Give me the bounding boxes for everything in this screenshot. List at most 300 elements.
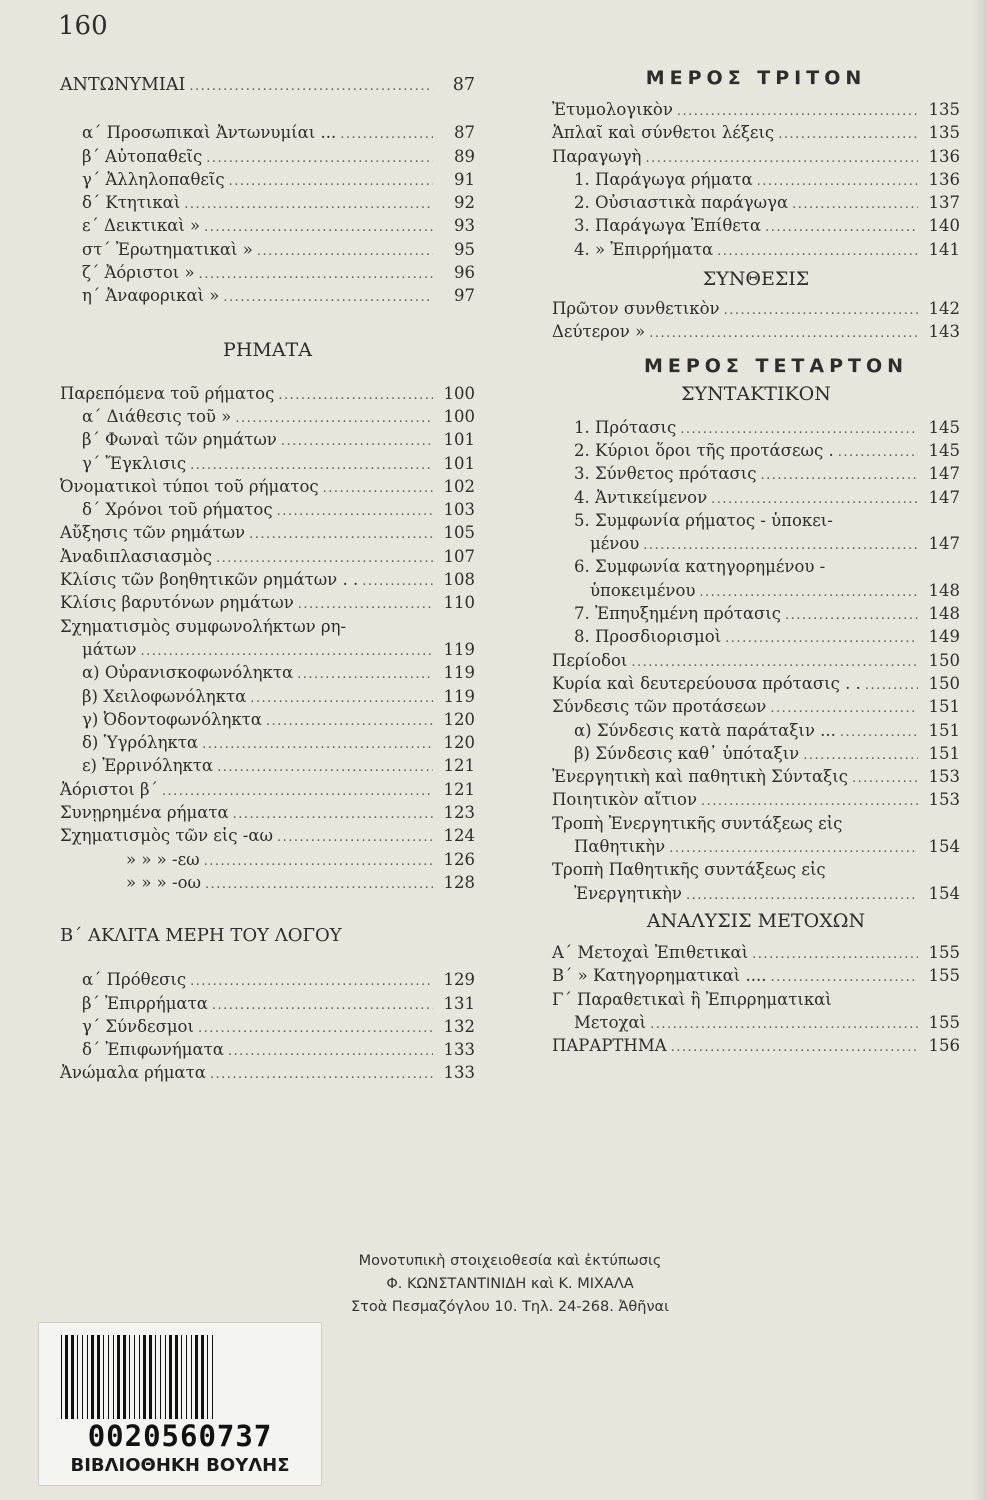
barcode-bar xyxy=(117,1335,120,1419)
dot-leader xyxy=(788,193,918,216)
toc-entry-label: Ἀναδιπλασιασμὸς xyxy=(60,546,212,566)
barcode-bar xyxy=(61,1335,62,1419)
barcode-bar xyxy=(97,1335,100,1419)
toc-entry-page: 154 xyxy=(928,837,960,857)
toc-entry[interactable] xyxy=(60,1061,475,1084)
toc-entry[interactable] xyxy=(60,778,475,801)
dot-leader xyxy=(753,170,918,193)
toc-entry[interactable] xyxy=(552,858,960,881)
toc-entry-page: 136 xyxy=(928,169,960,189)
toc-entry-label: Κλίσις τῶν βοηθητικῶν ρημάτων . . xyxy=(60,570,359,590)
toc-entry[interactable] xyxy=(552,964,960,987)
toc-entry-label: Σύνδεσις τῶν προτάσεων xyxy=(552,697,767,717)
toc-entry-label: α΄ Διάθεσις τοῦ » xyxy=(82,406,232,426)
toc-entry-page: 100 xyxy=(443,406,475,426)
toc-entry[interactable] xyxy=(552,941,960,964)
toc-entry-label: μένου xyxy=(590,534,640,554)
toc-entry[interactable] xyxy=(552,625,960,648)
toc-entry[interactable] xyxy=(552,719,960,742)
dot-leader xyxy=(641,147,918,170)
toc-entry[interactable] xyxy=(60,382,475,405)
toc-entry-page: 131 xyxy=(443,993,475,1013)
dot-leader xyxy=(208,994,433,1017)
toc-entry[interactable] xyxy=(552,788,960,811)
toc-entry-page: 95 xyxy=(454,239,475,259)
dot-leader xyxy=(294,593,433,616)
barcode-bar xyxy=(139,1335,140,1419)
dot-leader xyxy=(136,640,433,663)
toc-entry-label: α) Σύνδεσις κατὰ παράταξιν ... xyxy=(574,720,836,740)
toc-entry-page: 107 xyxy=(443,546,475,566)
toc-entry[interactable] xyxy=(60,145,475,168)
toc-entry-label: 4. » Ἐπιρρήματα xyxy=(574,239,714,259)
dot-leader xyxy=(756,464,918,487)
toc-entry[interactable] xyxy=(552,214,960,237)
toc-entry-label: ὑποκειμένου xyxy=(590,580,696,600)
dot-leader xyxy=(707,488,918,511)
dot-leader xyxy=(834,441,918,464)
imprint-line-3: Στοὰ Πεσμαζόγλου 10. Τηλ. 24-268. Ἀθῆναι xyxy=(350,1299,670,1315)
toc-entry-label: β΄ Αὐτοπαθεῖς xyxy=(82,146,203,166)
barcode-bar xyxy=(103,1335,104,1419)
toc-entry[interactable] xyxy=(552,168,960,191)
toc-entry-label: μάτων xyxy=(82,639,137,659)
dot-leader xyxy=(673,100,918,123)
dot-leader xyxy=(861,674,918,697)
dot-leader xyxy=(186,970,433,993)
toc-entry[interactable] xyxy=(552,191,960,214)
toc-entry[interactable] xyxy=(60,191,475,214)
dot-leader xyxy=(262,710,433,733)
barcode-bar xyxy=(155,1335,156,1419)
toc-entry-label: Μετοχαὶ xyxy=(574,1012,647,1032)
toc-entry[interactable] xyxy=(552,486,960,509)
barcode-bar xyxy=(160,1335,161,1419)
toc-entry-page: 155 xyxy=(928,966,960,986)
barcode-bar xyxy=(181,1335,182,1419)
toc-entry-label: β) Σύνδεσις καθ᾿ ὑπόταξιν xyxy=(574,743,800,763)
toc-entry[interactable] xyxy=(60,824,475,847)
toc-entry-label: » » » -οω xyxy=(126,872,201,892)
barcode-bar xyxy=(207,1335,208,1419)
toc-entry-page: 87 xyxy=(454,123,475,143)
toc-entry-label: 8. Προσδιορισμοὶ xyxy=(574,627,722,647)
toc-entry-page: 91 xyxy=(454,169,475,189)
library-name: ΒΙΒΛΙΟΘΗΚΗ ΒΟΥΛΗΣ xyxy=(70,1455,290,1476)
dot-leader xyxy=(198,733,433,756)
toc-entry-page: 101 xyxy=(443,430,475,450)
toc-entry-label: Γ΄ Παραθετικαὶ ἢ Ἐπιρρηματικαὶ xyxy=(552,989,832,1009)
barcode-bar xyxy=(129,1335,130,1419)
toc-entry[interactable] xyxy=(552,1034,960,1057)
dot-leader xyxy=(212,547,433,570)
toc-entry-label: Περίοδοι xyxy=(552,650,628,670)
toc-entry[interactable] xyxy=(552,649,960,672)
toc-entry[interactable] xyxy=(60,708,475,731)
toc-entry[interactable] xyxy=(552,320,960,343)
barcode-bar xyxy=(143,1335,146,1419)
toc-entry[interactable] xyxy=(552,812,960,835)
dot-leader xyxy=(358,570,433,593)
toc-entry-page: 119 xyxy=(443,663,475,683)
toc-entry-page: 141 xyxy=(928,239,960,259)
toc-entry-page: 119 xyxy=(443,639,475,659)
toc-entry[interactable] xyxy=(552,742,960,765)
toc-entry-page: 145 xyxy=(928,440,960,460)
toc-entry[interactable] xyxy=(60,1038,475,1061)
dot-leader xyxy=(836,721,918,744)
dot-leader xyxy=(667,1036,918,1059)
toc-entry-page: 153 xyxy=(928,767,960,787)
dot-leader xyxy=(273,500,433,523)
toc-left-column xyxy=(60,74,475,1085)
toc-entry-page: 102 xyxy=(443,476,475,496)
section-heading-akliita: Β΄ ΑΚΛΙΤΑ ΜΕΡΗ ΤΟΥ ΛΟΓΟΥ xyxy=(60,925,342,947)
barcode-bar xyxy=(175,1335,178,1419)
toc-entry-page: 151 xyxy=(928,743,960,763)
toc-entry-page: 105 xyxy=(443,523,475,543)
toc-entry-page: 123 xyxy=(443,803,475,823)
toc-entry-label: 1. Παράγωγα ρήματα xyxy=(574,169,753,189)
toc-entry[interactable] xyxy=(60,731,475,754)
toc-entry[interactable] xyxy=(552,602,960,625)
toc-entry[interactable] xyxy=(552,238,960,261)
toc-entry[interactable] xyxy=(552,416,960,439)
toc-entry-label: Ἐνεργητικὴ καὶ παθητικὴ Σύνταξις xyxy=(552,767,848,787)
toc-entry-label: β΄ Φωναὶ τῶν ρημάτων xyxy=(82,430,277,450)
toc-entry-page: 155 xyxy=(928,942,960,962)
toc-entry[interactable] xyxy=(552,579,960,602)
toc-entry-page: 147 xyxy=(928,534,960,554)
toc-entry[interactable] xyxy=(552,145,960,168)
dot-leader xyxy=(231,407,433,430)
dot-leader xyxy=(273,826,433,849)
toc-entry-label: Αὔξησις τῶν ρημάτων xyxy=(60,523,246,543)
toc-entry[interactable] xyxy=(60,284,475,307)
toc-entry[interactable] xyxy=(60,214,475,237)
toc-entry[interactable] xyxy=(552,532,960,555)
toc-entry[interactable] xyxy=(60,992,475,1015)
toc-entry[interactable] xyxy=(552,835,960,858)
toc-entry-page: 108 xyxy=(443,570,475,590)
toc-entry-page: 121 xyxy=(443,756,475,776)
toc-entry-page: 120 xyxy=(443,733,475,753)
toc-entry-label: δ΄ Ἐπιφωνήματα xyxy=(82,1040,224,1060)
toc-entry-label: Ἐνεργητικὴν xyxy=(574,883,682,903)
dot-leader xyxy=(761,216,918,239)
toc-entry-page: 147 xyxy=(928,487,960,507)
toc-entry[interactable] xyxy=(552,882,960,905)
dot-leader xyxy=(720,299,918,322)
toc-entry-page: 120 xyxy=(443,709,475,729)
toc-entry[interactable] xyxy=(60,801,475,824)
toc-entry-page: 89 xyxy=(454,146,475,166)
dot-leader xyxy=(799,744,918,767)
toc-entry-page: 133 xyxy=(443,1063,475,1083)
barcode-bar xyxy=(186,1335,187,1419)
printer-imprint xyxy=(290,1250,730,1319)
library-barcode-sticker xyxy=(38,1322,322,1486)
toc-entry-label: 2. Κύριοι ὅροι τῆς προτάσεως . xyxy=(574,440,834,460)
dot-leader xyxy=(319,477,433,500)
toc-entry-label: Κυρία καὶ δευτερεύουσα πρότασις . . xyxy=(552,673,861,693)
barcode-bar xyxy=(91,1335,94,1419)
toc-entry-page: 96 xyxy=(454,263,475,283)
toc-entry-label: Ἀόριστοι β΄ xyxy=(60,779,158,799)
toc-list-indeclinables xyxy=(60,968,475,1084)
dot-leader xyxy=(246,687,433,710)
imprint-line-1: Μονοτυπικὴ στοιχειοθεσία καὶ ἐκτύπωσις xyxy=(358,1253,662,1269)
dot-leader xyxy=(206,1063,433,1086)
dot-leader xyxy=(721,627,918,650)
barcode-bar xyxy=(201,1335,204,1419)
toc-entry-label: 6. Συμφωνία κατηγορημένου - xyxy=(574,557,826,577)
dot-leader xyxy=(293,663,433,686)
toc-entry-label: Ποιητικὸν αἴτιον xyxy=(552,790,697,810)
toc-entry-page: 110 xyxy=(443,593,475,613)
toc-entry-page: 136 xyxy=(928,146,960,166)
dot-leader xyxy=(774,123,918,146)
toc-entry[interactable] xyxy=(60,261,475,284)
part-heading-tetarton: ΜΕΡΟΣ ΤΕΤΑΡΤΟΝ xyxy=(643,354,909,377)
toc-entry-label: Δεύτερον » xyxy=(552,322,646,342)
toc-entry[interactable] xyxy=(60,452,475,475)
toc-entry-page: 148 xyxy=(928,580,960,600)
toc-entry[interactable] xyxy=(552,695,960,718)
toc-entry[interactable] xyxy=(60,591,475,614)
barcode-number: 0020560737 xyxy=(87,1419,273,1453)
barcode-bar xyxy=(169,1335,172,1419)
toc-entry[interactable] xyxy=(60,871,475,894)
toc-entry[interactable] xyxy=(60,1015,475,1038)
toc-entry[interactable] xyxy=(60,968,475,991)
dot-leader xyxy=(180,193,433,216)
toc-entry-label: β) Χειλοφωνόληκτα xyxy=(82,686,247,706)
toc-list-pronouns xyxy=(60,121,475,307)
toc-entry-page: 155 xyxy=(928,1012,960,1032)
dot-leader xyxy=(200,216,433,239)
barcode-bar xyxy=(82,1335,83,1419)
barcode-bar xyxy=(195,1335,198,1419)
barcode-bar xyxy=(212,1335,213,1419)
toc-entry-label: 3. Σύνθετος πρότασις xyxy=(574,464,757,484)
toc-entry-page: 126 xyxy=(443,849,475,869)
barcode-bar xyxy=(113,1335,114,1419)
dot-leader xyxy=(848,767,918,790)
toc-entry-label: Ἐτυμολογικὸν xyxy=(552,100,673,119)
toc-entry[interactable] xyxy=(60,405,475,428)
toc-entry-page: 148 xyxy=(928,604,960,624)
barcode-bar xyxy=(149,1335,152,1419)
toc-entry[interactable] xyxy=(60,615,475,638)
dot-leader xyxy=(219,286,433,309)
toc-entry[interactable] xyxy=(60,498,475,521)
toc-entry[interactable] xyxy=(60,121,475,144)
toc-entry-label: Τροπὴ Παθητικῆς συντάξεως εἰς xyxy=(552,860,826,880)
dot-leader xyxy=(225,170,433,193)
toc-entry-label: ζ΄ Ἀόριστοι » xyxy=(82,263,195,283)
section-heading-synthesis: ΣΥΝΘΕΣΙΣ xyxy=(702,268,810,291)
toc-entry-label: Σχηματισμὸς τῶν εἰς -αω xyxy=(60,826,273,846)
barcode-bar xyxy=(71,1335,74,1419)
dot-leader xyxy=(224,1040,433,1063)
toc-entry-label: 3. Παράγωγα Ἐπίθετα xyxy=(574,216,762,236)
dot-leader xyxy=(645,322,918,345)
toc-entry[interactable] xyxy=(60,521,475,544)
dot-leader xyxy=(200,850,433,873)
toc-entry-page: 135 xyxy=(928,123,960,143)
toc-entry-page: 154 xyxy=(928,883,960,903)
toc-entry-label: Α΄ Μετοχαὶ Ἐπιθετικαὶ xyxy=(552,942,749,962)
dot-leader xyxy=(766,697,918,720)
dot-leader xyxy=(665,837,918,860)
toc-entry-label: Πρῶτον συνθετικὸν xyxy=(552,299,720,319)
part-heading-triton: ΜΕΡΟΣ ΤΡΙΤΟΝ xyxy=(645,67,867,89)
dot-leader xyxy=(195,263,433,286)
toc-entry[interactable] xyxy=(552,765,960,788)
toc-entry-page: 121 xyxy=(443,779,475,799)
toc-entry-page: 135 xyxy=(928,100,960,119)
toc-entry-page: 156 xyxy=(928,1036,960,1056)
toc-entry[interactable] xyxy=(60,168,475,191)
toc-entry-label: β΄ Ἐπιρρήματα xyxy=(82,993,208,1013)
toc-entry-label: ε΄ Δεικτικαὶ » xyxy=(82,216,201,236)
dot-leader xyxy=(245,523,433,546)
dot-leader xyxy=(781,604,918,627)
toc-entry-label: Ὀνοματικοὶ τύποι τοῦ ρήματος xyxy=(60,476,319,496)
dot-leader xyxy=(748,943,918,966)
toc-entry-label: ε) Ἐρρινόληκτα xyxy=(82,756,214,776)
toc-entry-page: 103 xyxy=(443,500,475,520)
toc-entry[interactable] xyxy=(552,555,960,578)
toc-entry-page: 119 xyxy=(443,686,475,706)
toc-entry-label: Κλίσις βαρυτόνων ρημάτων xyxy=(60,593,294,613)
toc-entry[interactable] xyxy=(60,428,475,451)
toc-entry[interactable] xyxy=(552,439,960,462)
toc-entry[interactable] xyxy=(60,661,475,684)
barcode-bar xyxy=(191,1335,192,1419)
barcode-icon xyxy=(57,1333,303,1421)
toc-list-participles xyxy=(552,941,960,1057)
toc-entry-label: 7. Ἐπηυξημένη πρότασις xyxy=(574,604,781,624)
toc-entry-label: Β΄ » Κατηγορηματικαὶ .... xyxy=(552,966,767,986)
toc-list-verbs xyxy=(60,382,475,895)
toc-section-antonymiai[interactable]: ΑΝΤΩΝΥΜΙΑΙ ..... 87 xyxy=(60,74,475,97)
toc-entry-label: Παθητικὴν xyxy=(574,837,666,857)
toc-entry-page: 151 xyxy=(928,697,960,717)
toc-list-etymology xyxy=(552,98,960,261)
toc-entry[interactable] xyxy=(60,754,475,777)
toc-entry-label: δ) Ὑγρόληκτα xyxy=(82,733,199,753)
toc-entry-label: α΄ Πρόθεσις xyxy=(82,970,187,990)
dot-leader xyxy=(627,651,918,674)
toc-entry[interactable] xyxy=(552,462,960,485)
toc-entry-page: 100 xyxy=(443,383,475,403)
toc-entry-page: 124 xyxy=(443,826,475,846)
toc-entry-label: στ΄ Ἐρωτηματικαὶ » xyxy=(82,239,253,259)
page-edge-shadow xyxy=(973,0,987,1500)
toc-right-column xyxy=(552,66,960,1057)
toc-entry-page: 143 xyxy=(928,322,960,342)
dot-leader xyxy=(194,1017,433,1040)
toc-list-syntax xyxy=(552,416,960,905)
toc-entry-page: 128 xyxy=(443,872,475,892)
dot-leader xyxy=(186,454,433,477)
toc-entry[interactable] xyxy=(552,1011,960,1034)
dot-leader xyxy=(229,803,433,826)
toc-entry-label: η΄ Ἀναφορικαὶ » xyxy=(82,286,220,306)
dot-leader xyxy=(695,581,918,604)
toc-entry-label: Ἀνώμαλα ρήματα xyxy=(60,1063,206,1083)
toc-entry[interactable] xyxy=(552,672,960,695)
dot-leader xyxy=(713,240,918,263)
barcode-bar xyxy=(108,1335,109,1419)
section-heading-rimata: ΡΗΜΑΤΑ xyxy=(223,338,312,361)
imprint-line-2: Φ. ΚΩΝΣΤΑΝΤΙΝΙΔΗ καὶ Κ. ΜΙΧΑΛΑ xyxy=(386,1276,634,1292)
toc-entry-page: 142 xyxy=(928,299,960,319)
toc-entry[interactable] xyxy=(60,685,475,708)
toc-entry-label: α) Οὐρανισκοφωνόληκτα xyxy=(82,663,294,683)
dot-leader xyxy=(766,966,918,989)
toc-entry-page: 93 xyxy=(454,216,475,236)
toc-entry[interactable] xyxy=(552,988,960,1011)
toc-entry[interactable] xyxy=(552,98,960,121)
dot-leader xyxy=(274,384,433,407)
section-heading-analysis: ΑΝΑΛΥΣΙΣ ΜΕΤΟΧΩΝ xyxy=(646,909,866,932)
toc-entry-label: Σχηματισμὸς συμφωνολήκτων ρη- xyxy=(60,616,347,636)
barcode-bar xyxy=(87,1335,88,1419)
toc-entry-page: 129 xyxy=(443,970,475,990)
toc-entry-page: 150 xyxy=(928,650,960,670)
toc-entry-label: 2. Οὐσιαστικὰ παράγωγα xyxy=(574,193,789,213)
dot-leader xyxy=(682,884,918,907)
barcode-bar xyxy=(77,1335,78,1419)
toc-entry[interactable] xyxy=(60,475,475,498)
toc-entry-page: 92 xyxy=(454,193,475,213)
toc-entry-page: 150 xyxy=(928,673,960,693)
toc-entry[interactable] xyxy=(552,121,960,144)
barcode-bar xyxy=(134,1335,135,1419)
toc-entry-page: 101 xyxy=(443,453,475,473)
toc-entry-label: 5. Συμφωνία ρήματος - ὑποκει- xyxy=(574,510,833,530)
toc-entry[interactable] xyxy=(60,848,475,871)
barcode-bar xyxy=(65,1335,68,1419)
dot-leader xyxy=(158,780,433,803)
toc-entry-label: 4. Ἀντικείμενον xyxy=(574,487,708,507)
toc-entry[interactable] xyxy=(552,297,960,320)
toc-entry[interactable] xyxy=(60,545,475,568)
toc-entry-label: ΠΑΡΑΡΤΗΜΑ xyxy=(552,1036,667,1056)
barcode-bar xyxy=(165,1335,166,1419)
toc-entry[interactable] xyxy=(552,509,960,532)
dot-leader xyxy=(336,123,433,146)
toc-entry-page: 132 xyxy=(443,1016,475,1036)
toc-entry-label: γ΄ Ἔγκλισις xyxy=(82,453,187,473)
toc-entry-page: 153 xyxy=(928,790,960,810)
toc-entry-label: Συνῃρημένα ρήματα xyxy=(60,803,229,823)
dot-leader xyxy=(253,240,433,263)
dot-leader xyxy=(202,147,433,170)
dot-leader xyxy=(213,756,433,779)
toc-entry[interactable] xyxy=(60,238,475,261)
toc-entry-page: 137 xyxy=(928,193,960,213)
toc-entry[interactable] xyxy=(60,568,475,591)
toc-entry-label: Ἁπλαῖ καὶ σύνθετοι λέξεις xyxy=(552,123,775,143)
toc-entry[interactable] xyxy=(60,638,475,661)
dot-leader xyxy=(639,534,918,557)
toc-list-antonymiai xyxy=(60,74,475,97)
toc-entry-label: Παραγωγὴ xyxy=(552,146,642,166)
